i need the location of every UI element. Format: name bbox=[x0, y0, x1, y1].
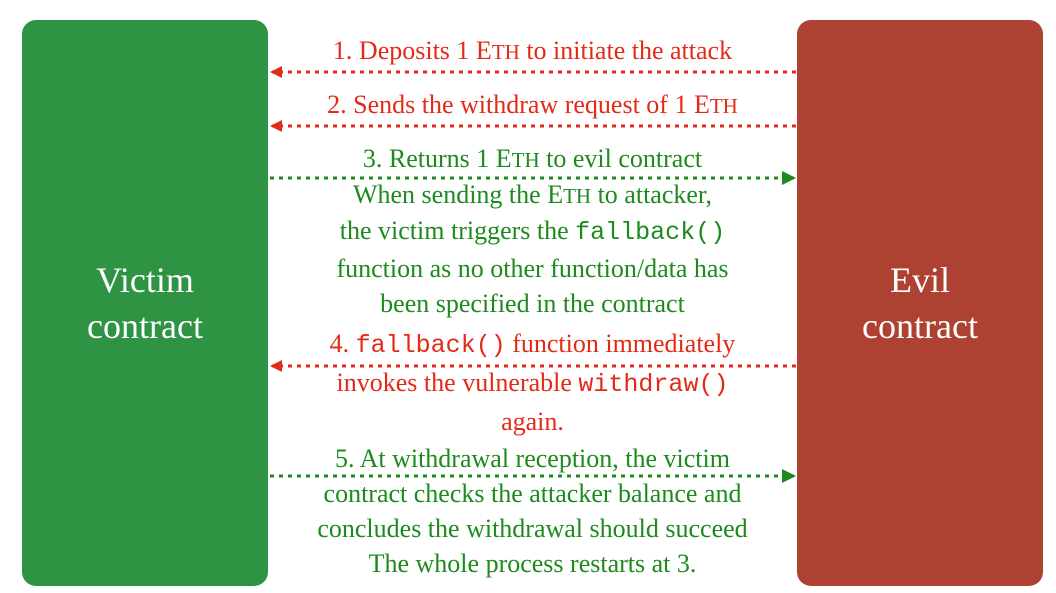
step-4-title: 4. fallback() function immediately bbox=[329, 329, 736, 360]
step-2-text: 2. Sends the withdraw request of 1 ETH bbox=[327, 90, 738, 119]
victim-label-line1: Victim bbox=[96, 260, 194, 300]
step-3-line-4: function as no other function/data has bbox=[336, 254, 729, 283]
step-1-text: 1. Deposits 1 ETH to initiate the attack bbox=[332, 36, 733, 65]
step-3-line-3: the victim triggers the fallback() bbox=[339, 216, 726, 247]
step-4-line-2: invokes the vulnerable withdraw() bbox=[336, 368, 729, 399]
victim-label-line2: contract bbox=[87, 306, 203, 346]
step-3-line-5: been specified in the contract bbox=[380, 289, 685, 318]
fallback-code: fallback() bbox=[575, 218, 726, 247]
fallback-code: fallback() bbox=[355, 331, 506, 360]
step-4-line-3: again. bbox=[501, 407, 564, 436]
step-5-title: 5. At withdrawal reception, the victim bbox=[335, 444, 730, 473]
step-5-line-2: contract checks the attacker balance and bbox=[323, 479, 742, 508]
step-3-line-2: When sending the ETH to attacker, bbox=[352, 180, 713, 209]
evil-label-line1: Evil bbox=[890, 260, 950, 300]
evil-label-line2: contract bbox=[862, 306, 978, 346]
step-5-line-3: concludes the withdrawal should succeed bbox=[317, 514, 748, 543]
withdraw-code: withdraw() bbox=[578, 370, 729, 399]
step-5-line-4: The whole process restarts at 3. bbox=[368, 549, 697, 578]
step-3-title: 3. Returns 1 ETH to evil contract bbox=[362, 144, 703, 173]
